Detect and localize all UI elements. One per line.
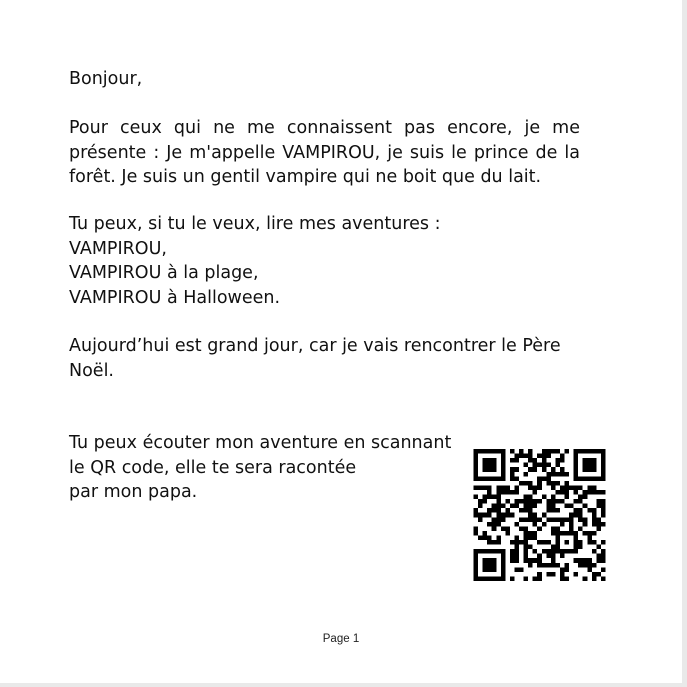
book-item: VAMPIROU à la plage, xyxy=(69,263,259,283)
greeting: Bonjour, xyxy=(69,69,143,89)
page-number: Page 1 xyxy=(322,633,360,645)
today-paragraph: Aujourd’hui est grand jour, car je vais rencontrer le Père Noël. xyxy=(69,336,561,381)
books-list xyxy=(69,212,580,310)
qr-line: Tu peux écouter mon aventure en scannant xyxy=(69,433,452,453)
qr-line: le QR code, elle te sera racontée xyxy=(69,457,357,478)
intro-paragraph: Pour ceux qui ne me connaissent pas encore, je me présente : Je m'appelle VAMPIROU, je suis le prince de la forêt. Je suis un gentil vampire qui ne boit que du lait. xyxy=(69,118,580,187)
book-item: VAMPIROU, xyxy=(69,238,167,259)
book-item: VAMPIROU à Halloween. xyxy=(69,287,281,308)
qr-code[interactable] xyxy=(472,449,607,581)
qr-instructions xyxy=(69,431,452,505)
books-intro: Tu peux, si tu le veux, lire mes aventures : xyxy=(69,214,441,234)
qr-line: par mon papa. xyxy=(69,482,198,502)
